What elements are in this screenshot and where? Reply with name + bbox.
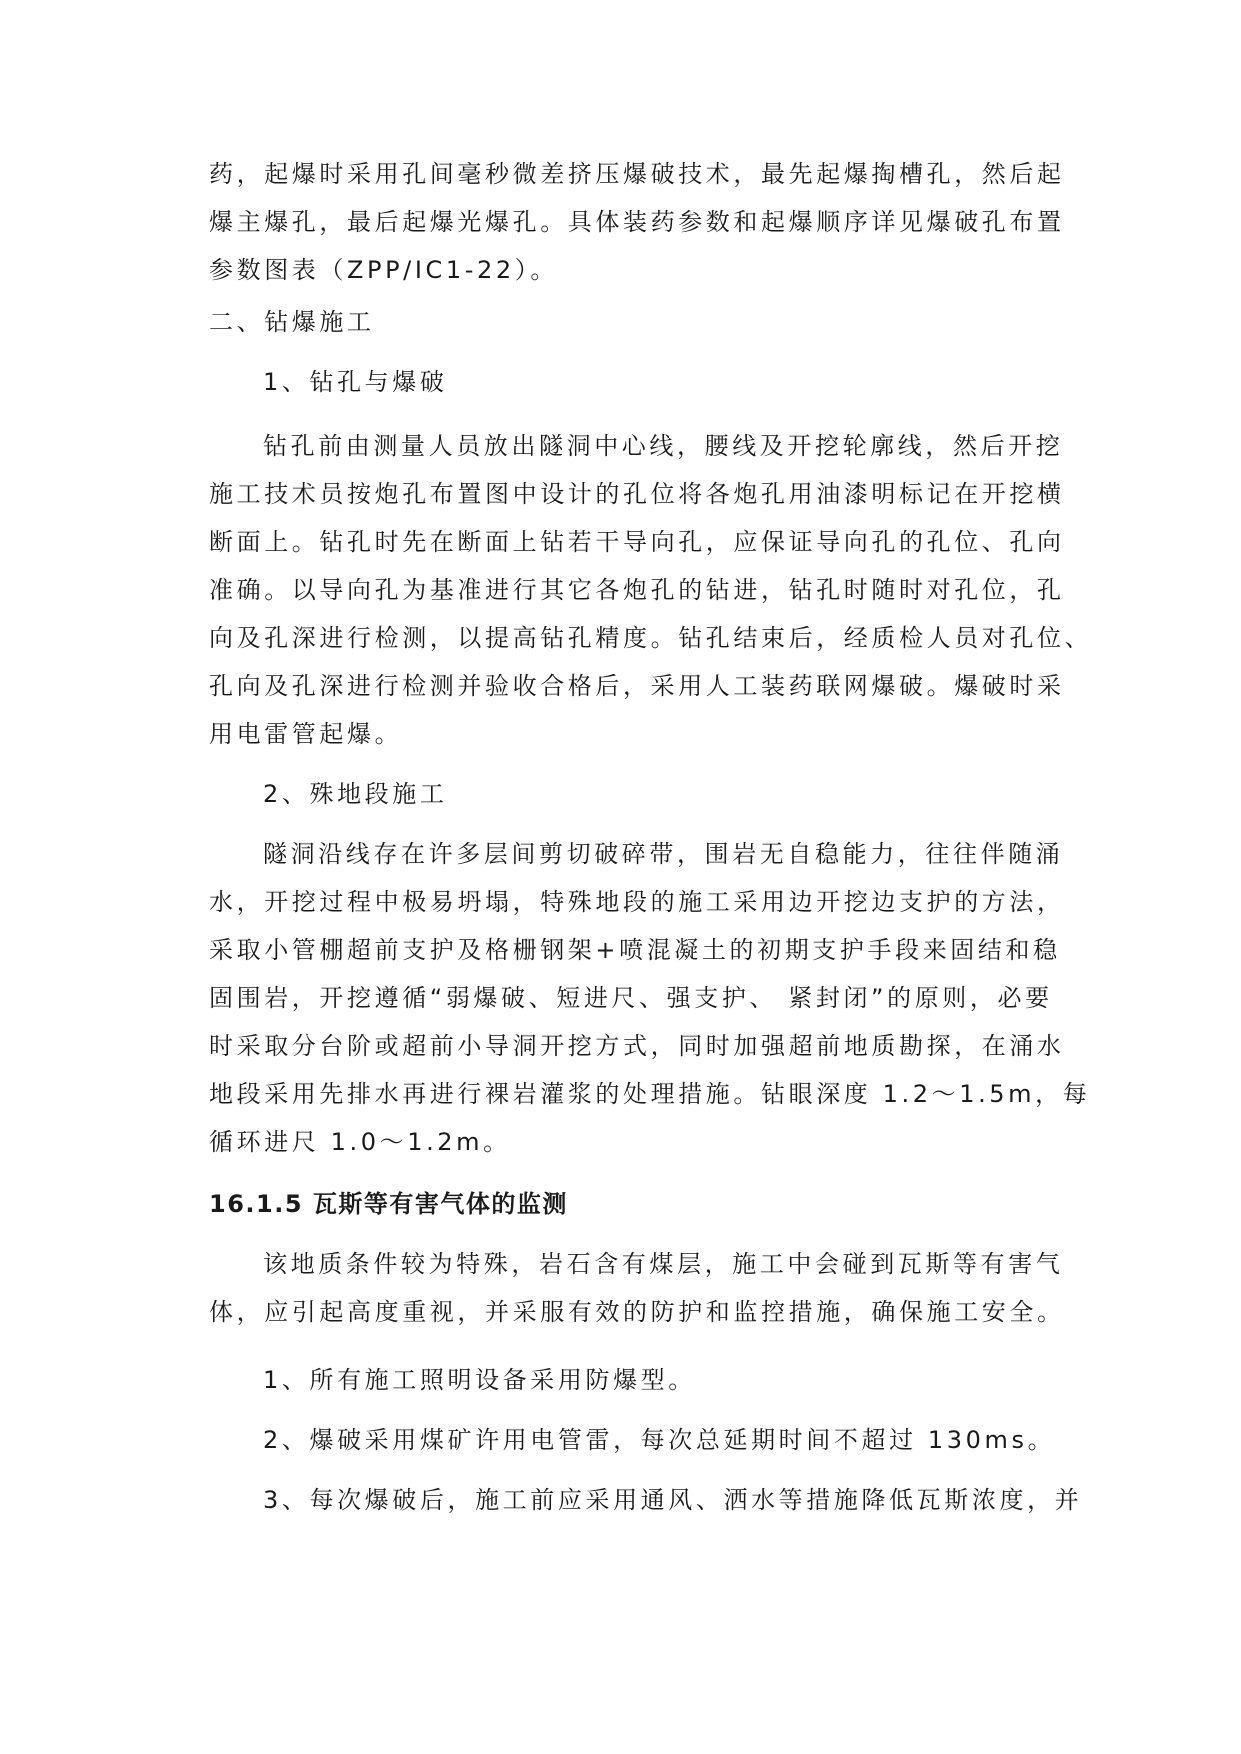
- list-item-explosion-proof-lighting: [209, 1356, 1065, 1404]
- text-line: 3、每次爆破后，施工前应采用通风、洒水等措施降低瓦斯浓度，并: [263, 1486, 1083, 1514]
- paragraph-gas-intro: [209, 1240, 1065, 1336]
- text-line: 用电雷管起爆。: [209, 720, 403, 748]
- heading-text: 1、钻孔与爆破: [263, 368, 448, 396]
- text-line: 固围岩，开挖遵循“弱爆破、短进尺、强支护、 紧封闭”的原则，必要: [209, 984, 1053, 1012]
- section-heading-drilling-blasting: [209, 298, 1065, 346]
- paragraph-special-section: [209, 830, 1091, 1166]
- heading-text: 二、钻爆施工: [209, 308, 375, 336]
- text-line: 准确。以导向孔为基准进行其它各炮孔的钻进，钻孔时随时对孔位，孔: [209, 576, 1065, 604]
- paragraph-blasting-sequence: [209, 150, 1065, 294]
- text-line: 参数图表（ZPP/IC1-22）。: [209, 256, 558, 284]
- text-line: 循环进尺 1.0～1.2m。: [209, 1128, 511, 1156]
- paragraph-drilling-process: [209, 422, 1093, 758]
- text-line: 时采取分台阶或超前小导洞开挖方式，同时加强超前地质勘探，在涌水: [209, 1032, 1065, 1060]
- text-line: 2、爆破采用煤矿许用电管雷，每次总延期时间不超过 130ms。: [263, 1426, 1056, 1454]
- text-line: 体，应引起高度重视，并采服有效的防护和监控措施，确保施工安全。: [209, 1298, 1065, 1326]
- text-line: 地段采用先排水再进行裸岩灌浆的处理措施。钻眼深度 1.2～1.5m，每: [209, 1080, 1091, 1108]
- heading-text: 16.1.5 瓦斯等有害气体的监测: [209, 1190, 568, 1218]
- text-line: 采取小管棚超前支护及格栅钢架+喷混凝土的初期支护手段来固结和稳: [209, 936, 1061, 964]
- list-item-detonator: [209, 1416, 1065, 1464]
- text-line: 钻孔前由测量人员放出隧洞中心线，腰线及开挖轮廓线，然后开挖: [263, 432, 1064, 460]
- text-line: 孔向及孔深进行检测并验收合格后，采用人工装药联网爆破。爆破时采: [209, 672, 1065, 700]
- text-line: 向及孔深进行检测，以提高钻孔精度。钻孔结束后，经质检人员对孔位、: [209, 624, 1093, 652]
- text-line: 断面上。钻孔时先在断面上钻若干导向孔，应保证导向孔的孔位、孔向: [209, 528, 1065, 556]
- subheading-drilling: [209, 358, 1065, 406]
- text-line: 爆主爆孔，最后起爆光爆孔。具体装药参数和起爆顺序详见爆破孔布置: [209, 208, 1065, 236]
- text-line: 该地质条件较为特殊，岩石含有煤层，施工中会碰到瓦斯等有害气: [263, 1250, 1064, 1278]
- heading-text: 2、殊地段施工: [263, 780, 448, 808]
- text-line: 施工技术员按炮孔布置图中设计的孔位将各炮孔用油漆明标记在开挖横: [209, 480, 1065, 508]
- text-line: 水，开挖过程中极易坍塌，特殊地段的施工采用边开挖边支护的方法，: [209, 888, 1065, 916]
- text-line: 隧洞沿线存在许多层间剪切破碎带，围岩无自稳能力，往往伴随涌: [263, 840, 1064, 868]
- subheading-special-section: [209, 770, 1065, 818]
- section-heading-gas-monitoring: [209, 1180, 1065, 1228]
- text-line: 药，起爆时采用孔间毫秒微差挤压爆破技术，最先起爆掏槽孔，然后起: [209, 160, 1065, 188]
- list-item-ventilation: [209, 1476, 1083, 1524]
- text-line: 1、所有施工照明设备采用防爆型。: [263, 1366, 696, 1394]
